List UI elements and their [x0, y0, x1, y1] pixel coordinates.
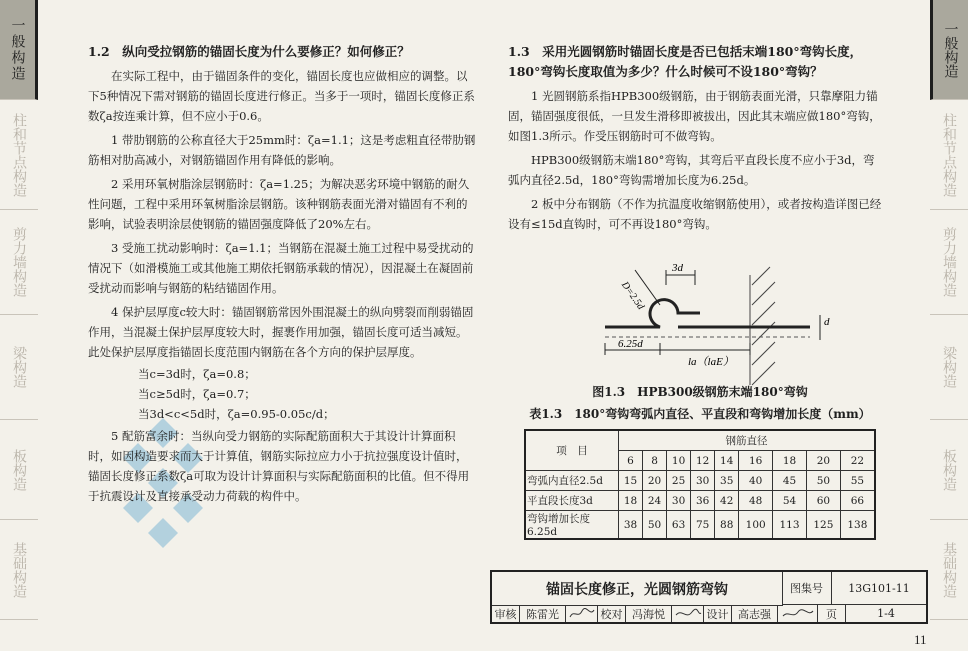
review-label: 审核 — [492, 605, 520, 622]
table-cell: 63 — [667, 511, 691, 540]
diameter-cell: 10 — [667, 451, 691, 471]
table-cell: 54 — [773, 491, 807, 511]
table-cell: 38 — [619, 511, 643, 540]
section-1-3-item-2: 2 板中分布钢筋（不作为抗温度收缩钢筋使用），或者按构造详图已经设有≤15d直钩时，可不再设180°弯钩。 — [508, 197, 882, 231]
designer-name: 高志强 — [732, 605, 778, 622]
row-label: 弯钩增加长度6.25d — [525, 511, 619, 540]
tab-slab-right[interactable]: 板构造 — [930, 420, 968, 520]
tab-beam-right[interactable]: 梁构造 — [930, 315, 968, 420]
table-cell: 60 — [806, 491, 840, 511]
diameter-cell: 18 — [773, 451, 807, 471]
tab-beam[interactable]: 梁构造 — [0, 315, 38, 420]
table-cell: 50 — [806, 471, 840, 491]
section-1-3-heading: 1.3 采用光圆钢筋时锚固长度是否已包括末端180°弯钩长度，180°弯钩长度取值为多少？什么时候可不设180°弯钩？ — [508, 44, 863, 79]
tab-shear-wall-right[interactable]: 剪力墙构造 — [930, 210, 968, 315]
table-item-header: 项 目 — [525, 430, 619, 471]
table-row — [525, 491, 875, 511]
tab-foundation-right[interactable]: 基础构造 — [930, 520, 968, 620]
table-cell: 138 — [840, 511, 875, 540]
diameter-cell: 8 — [643, 451, 667, 471]
tab-column-right[interactable]: 柱和节点构造 — [930, 100, 968, 210]
figure-caption: 图1.3 HPB300级钢筋末端180°弯钩 — [592, 385, 808, 399]
section-1-3-item-1: 1 光圆钢筋系指HPB300级钢筋，由于钢筋表面光滑，只靠摩阻力锚固，锚固强度很低，一旦发生滑移即被拔出，因此其末端应做180°弯钩，如图1.3所示。作受压钢筋时可不做弯钩。 — [508, 89, 881, 143]
table-cell: 30 — [691, 471, 715, 491]
section-1-3-hook-spec: HPB300级钢筋末端180°弯钩，其弯后平直段长度不应小于3d，弯弧内直径2.5d，180°弯钩需增加长度为6.25d。 — [508, 153, 875, 187]
table-cell: 20 — [643, 471, 667, 491]
section-1-2-intro: 在实际工程中，由于锚固条件的变化，锚固长度也应做相应的调整。以下5种情况下需对钢筋的锚固长度进行修正。当多于一项时，锚固长度修正系数ζa按连乘计算，但不应小于0.6。 — [88, 69, 475, 123]
section-1-2-item-4: 4 保护层厚度c较大时：锚固钢筋常因外围混凝土的纵向劈裂而削弱锚固作用，当混凝土保护层厚度较大时，握裹作用加强，锚固长度可适当减短。此处保护层厚度指锚固长度范围内钢筋在各个方向的保护层厚度。 — [88, 305, 474, 359]
section-1-2-item-5: 5 配筋富余时：当纵向受力钢筋的实际配筋面积大于其设计计算面积时，如因构造要求而大于计算值，钢筋实际拉应力小于抗拉强度设计值时，锚固长度修正系数ζa可取为设计计算面积与实际配筋面积的比值。但不得用于抗震设计及直接承受动力荷载的构件中。 — [88, 429, 470, 503]
table-group-header: 钢筋直径 — [619, 430, 876, 451]
design-label: 设计 — [704, 605, 732, 622]
tab-slab[interactable]: 板构造 — [0, 420, 38, 520]
table-cell: 24 — [643, 491, 667, 511]
formula-c-5d: 当c≥5d时，ζa=0.7； — [138, 387, 256, 401]
hook-dimension-table — [524, 429, 876, 540]
drawing-title: 锚固长度修正，光圆钢筋弯钩 — [492, 572, 783, 606]
table-caption: 表1.3 180°弯钩弯弧内直径、平直段和弯钩增加长度（mm） — [529, 407, 871, 421]
reviewer-signature — [566, 605, 598, 622]
reviewer-name: 陈雷光 — [520, 605, 566, 622]
table-cell: 100 — [739, 511, 773, 540]
left-section-tabs — [0, 0, 38, 651]
label-6-25d: 6.25d — [618, 338, 643, 350]
page-label: 页 — [818, 605, 846, 622]
signature-mark — [674, 607, 702, 621]
signature-mark — [781, 607, 815, 621]
row-label: 平直段长度3d — [525, 491, 619, 511]
table-cell: 40 — [739, 471, 773, 491]
diameter-cell: 14 — [715, 451, 739, 471]
page-number: 11 — [914, 632, 927, 647]
diameter-cell: 12 — [691, 451, 715, 471]
drawing-title-block — [490, 570, 928, 624]
table-cell: 36 — [691, 491, 715, 511]
label-3d: 3d — [672, 262, 683, 274]
table-cell: 50 — [643, 511, 667, 540]
diameter-cell: 6 — [619, 451, 643, 471]
tab-general[interactable]: 一般构造 — [0, 0, 38, 100]
table-cell: 88 — [715, 511, 739, 540]
atlas-label: 图集号 — [782, 572, 832, 605]
tab-shear-wall[interactable]: 剪力墙构造 — [0, 210, 38, 315]
section-1-2-heading: 1.2 纵向受拉钢筋的锚固长度为什么要修正？如何修正？ — [88, 44, 410, 59]
rebar-with-hook — [605, 300, 700, 327]
right-text-column — [508, 42, 883, 234]
table-row — [525, 471, 875, 491]
section-1-2-item-2: 2 采用环氧树脂涂层钢筋时：ζa=1.25；为解决恶劣环境中钢筋的耐久性问题，工程中采用环氧树脂涂层钢筋。该种钢筋表面光滑对锚固有不利的影响，试验表明涂层使钢筋的锚固强度降低了20%左右。 — [88, 177, 470, 231]
label-hook-diameter: D=2.5d — [619, 279, 647, 312]
table-cell: 18 — [619, 491, 643, 511]
table-cell: 30 — [667, 491, 691, 511]
left-text-column — [88, 42, 478, 506]
table-row — [525, 511, 875, 540]
table-cell: 48 — [739, 491, 773, 511]
diameter-cell: 22 — [840, 451, 875, 471]
hook-detail-figure — [560, 255, 860, 390]
checker-signature — [672, 605, 704, 622]
row-label: 弯弧内直径2.5d — [525, 471, 619, 491]
designer-signature — [778, 605, 818, 622]
atlas-number: 13G101-11 — [832, 572, 926, 605]
diameter-cell: 16 — [739, 451, 773, 471]
table-cell: 35 — [715, 471, 739, 491]
table-cell: 42 — [715, 491, 739, 511]
tab-general-right[interactable]: 一般构造 — [930, 0, 968, 100]
checker-name: 冯海悦 — [626, 605, 672, 622]
formula-c-between: 当3d<c<5d时，ζa=0.95-0.05c/d； — [138, 407, 335, 421]
label-la: la（laE） — [688, 356, 734, 368]
table-cell: 66 — [840, 491, 875, 511]
table-cell: 55 — [840, 471, 875, 491]
tab-foundation[interactable]: 基础构造 — [0, 520, 38, 620]
tab-column[interactable]: 柱和节点构造 — [0, 100, 38, 210]
section-1-2-item-1: 1 带肋钢筋的公称直径大于25mm时：ζa=1.1；这是考虑粗直径带肋钢筋相对肋高减小，对钢筋锚固作用有降低的影响。 — [88, 133, 476, 167]
table-cell: 15 — [619, 471, 643, 491]
drawing-page-number: 1-4 — [877, 607, 895, 620]
table-cell: 45 — [773, 471, 807, 491]
right-section-tabs — [930, 0, 968, 651]
table-cell: 25 — [667, 471, 691, 491]
label-d: d — [824, 316, 830, 328]
diameter-cell: 20 — [806, 451, 840, 471]
signature-mark — [568, 607, 596, 621]
formula-c-3d: 当c=3d时，ζa=0.8； — [138, 367, 256, 381]
table-cell: 75 — [691, 511, 715, 540]
table-cell: 125 — [806, 511, 840, 540]
check-label: 校对 — [598, 605, 626, 622]
section-1-2-item-3: 3 受施工扰动影响时：ζa=1.1；当钢筋在混凝土施工过程中易受扰动的情况下（如滑模施工或其他施工期依托钢筋承载的情况），因混凝土在凝固前受扰动而影响与钢筋的粘结锚固作用。 — [88, 241, 474, 295]
table-cell: 113 — [773, 511, 807, 540]
